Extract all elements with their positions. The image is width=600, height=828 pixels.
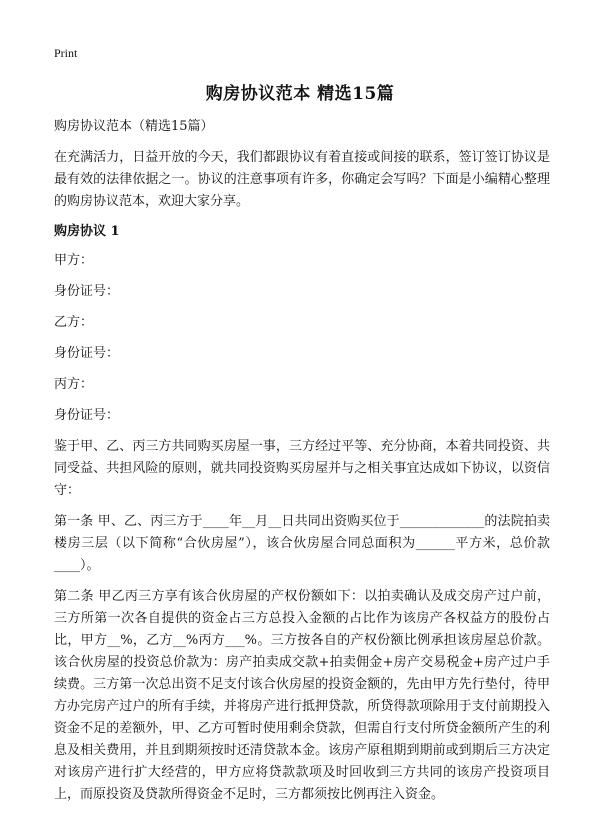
article-2-paragraph: 第二条 甲乙丙三方享有该合伙房屋的产权份额如下：以拍卖确认及成交房产过户前，三方所第一次各自提供的资金占三方总投入金额的占比作为该房产各权益方的股份占比，甲方__%，乙方__%丙方___%。三方按各自的产权份额比例承担该房屋总价款。该合伙房屋的投资总价款为：房产拍卖成交款+拍卖佣金+房产交易税金+房产过户手续费。三方第一次总出资不足支付该合伙房屋的投资金额的，先由甲方先行垫付，待甲方办完房产过户的所有手续，并将房产进行抵押贷款，所贷得款项除用于支付前期投入资金不足的差额外，甲、乙方可暂时使用剩余贷款，但需自行支付所贷金额所产生的利息及相关费用，并且到期须按时还清贷款本金。该房产原租期到期前或到期后三方决定对该房产进行扩大经营的，甲方应将贷款款项及时回收到三方共同的该房产投资项目上，而原投资及贷款所得资金不足时，三方都须按比例再注入资金。	[54, 589, 550, 802]
document-body	[54, 116, 550, 806]
article-1-paragraph: 第一条 甲、乙、丙三方于____年__月__日共同出资购买位于_____________的法院拍卖楼房三层（以下简称“合伙房屋”），该合伙房屋合同总面积为______平方米，总价款____）。	[54, 514, 550, 573]
print-label: Print	[54, 46, 78, 60]
party-b-label: 乙方：	[54, 315, 94, 330]
party-a-id-label: 身份证号：	[54, 284, 120, 299]
document-title: 购房协议范本 精选15篇	[205, 84, 395, 104]
intro-paragraph: 在充满活力，日益开放的今天，我们都跟协议有着直接或间接的联系，签订签订协议是最有效的法律依据之一。协议的注意事项有许多，你确定会写吗？下面是小编精心整理的购房协议范本，欢迎大家分享。	[54, 150, 550, 209]
document-subtitle: 购房协议范本（精选15篇）	[54, 119, 214, 134]
party-a-label: 甲方：	[54, 253, 94, 268]
party-c-label: 丙方：	[54, 377, 94, 392]
preamble-paragraph: 鉴于甲、乙、丙三方共同购买房屋一事，三方经过平等、充分协商，本着共同投资、共同受益、共担风险的原则，就共同投资购买房屋并与之相关事宜达成如下协议，以资信守：	[54, 439, 550, 498]
party-c-id-label: 身份证号：	[54, 408, 120, 423]
party-b-id-label: 身份证号：	[54, 346, 120, 361]
section-heading: 购房协议 1	[54, 224, 120, 239]
